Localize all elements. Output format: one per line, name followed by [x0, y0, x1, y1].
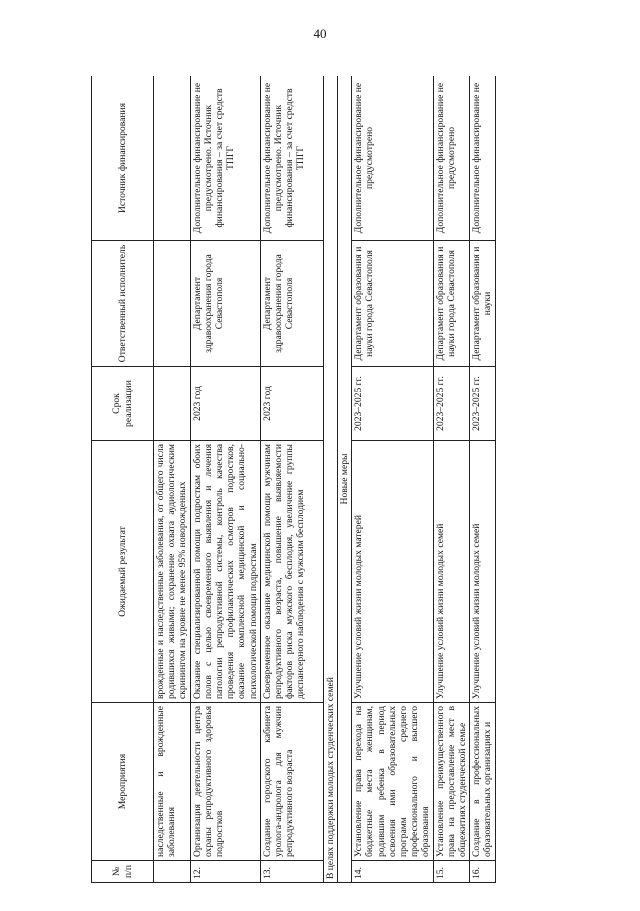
- cell-financing: Дополнительное финансирование не предусмотрено: [433, 76, 470, 241]
- cell-financing: [154, 76, 191, 241]
- cell-term: 2023 год: [190, 367, 260, 441]
- subheading: Новые меры: [338, 76, 352, 883]
- table-landscape-frame: [91, 76, 564, 883]
- cell-financing: Дополнительное финансирование не предусмотрено. Источник финансирования – за счет средств ТПГГ: [260, 76, 323, 241]
- cell-activity: наследственные и врожденные заболевания: [154, 703, 191, 861]
- header-activity: Мероприятия: [92, 703, 154, 861]
- cell-term: 2023–2025 гг.: [352, 367, 433, 441]
- cell-responsible: Департамент образования и науки города Севастополя: [352, 241, 433, 367]
- cell-activity: Установление преимущественного права на предоставление мест в общежитиях студенческой семье: [433, 703, 470, 861]
- header-result: Ожидаемый результат: [92, 441, 154, 703]
- cell-term: 2023–2025 гг.: [433, 367, 470, 441]
- cell-term: [154, 367, 191, 441]
- page-number: 40: [313, 26, 327, 41]
- header-term: Срок реализации: [92, 367, 154, 441]
- cell-result: Улучшение условий жизни молодых семей: [433, 441, 470, 703]
- measures-table: [91, 76, 496, 883]
- cell-num: 12.: [190, 861, 260, 883]
- table-row: [154, 76, 191, 883]
- table-row: [433, 76, 470, 883]
- cell-financing: Дополнительное финансирование не предусмотрено: [352, 76, 433, 241]
- cell-result: Улучшение условий жизни молодых матерей: [352, 441, 433, 703]
- table-row: [260, 76, 323, 883]
- cell-term: 2023–2025 гг.: [470, 367, 495, 441]
- cell-responsible: Департамент образования и науки: [470, 241, 495, 367]
- cell-num: 13.: [260, 861, 323, 883]
- table-row: [352, 76, 433, 883]
- table-header-row: [92, 76, 154, 883]
- cell-result: Своевременное оказание медицинской помощи мужчинам репродуктивного возраста, повышение выявляемости факторов риска мужского бесплодия, увеличение группы диспансерного наблюдения с мужским бесплодием: [260, 441, 323, 703]
- cell-activity: Создание в профессиональных образовательных организациях и: [470, 703, 495, 861]
- cell-term: 2023 год: [260, 367, 323, 441]
- section-row: [323, 76, 337, 883]
- cell-num: 15.: [433, 861, 470, 883]
- header-financing: Источник финансирования: [92, 76, 154, 241]
- cell-num: [154, 861, 191, 883]
- cell-responsible: [154, 241, 191, 367]
- cell-responsible: Департамент здравоохранения города Севастополя: [260, 241, 323, 367]
- header-num: № п/п: [92, 861, 154, 883]
- cell-num: 14.: [352, 861, 433, 883]
- cell-activity: Организация деятельности центра охраны репродуктивного здоровья подростков: [190, 703, 260, 861]
- section-title: В целях поддержки молодых студенческих семей: [323, 76, 337, 883]
- header-responsible: Ответственный исполнитель: [92, 241, 154, 367]
- table-row: [190, 76, 260, 883]
- cell-result: врожденные и наследственные заболевания, от общего числа родившихся живыми; сохранение охвата аудиологическим скринингом на уровне не менее 95% новорожденных: [154, 441, 191, 703]
- cell-financing: Дополнительное финансирование не предусмотрено. Источник финансирования – за счет средств ТПГГ: [190, 76, 260, 241]
- cell-result: Оказание специализированной помощи подросткам обоих полов с целью своевременного выявления и лечения патологии репродуктивной системы, контроль качества проведения профилактических осмотров подростков, оказание комплексной медицинской и социально-психологической помощи подросткам: [190, 441, 260, 703]
- cell-result: Улучшение условий жизни молодых семей: [470, 441, 495, 703]
- cell-financing: Дополнительное финансирование не: [470, 76, 495, 241]
- cell-responsible: Департамент здравоохранения города Севастополя: [190, 241, 260, 367]
- cell-num: 16.: [470, 861, 495, 883]
- rotated-table-sheet: [91, 76, 564, 883]
- cell-responsible: Департамент образования и науки города Севастополя: [433, 241, 470, 367]
- table-row: [470, 76, 495, 883]
- cell-activity: Создание городского кабинета уролога-андролога для мужчин репродуктивного возраста: [260, 703, 323, 861]
- cell-activity: Установление права перехода на бюджетные места женщинам, родившим ребенка в период освоения ими образовательных программ среднего профессионального и высшего образования: [352, 703, 433, 861]
- subheading-row: [338, 76, 352, 883]
